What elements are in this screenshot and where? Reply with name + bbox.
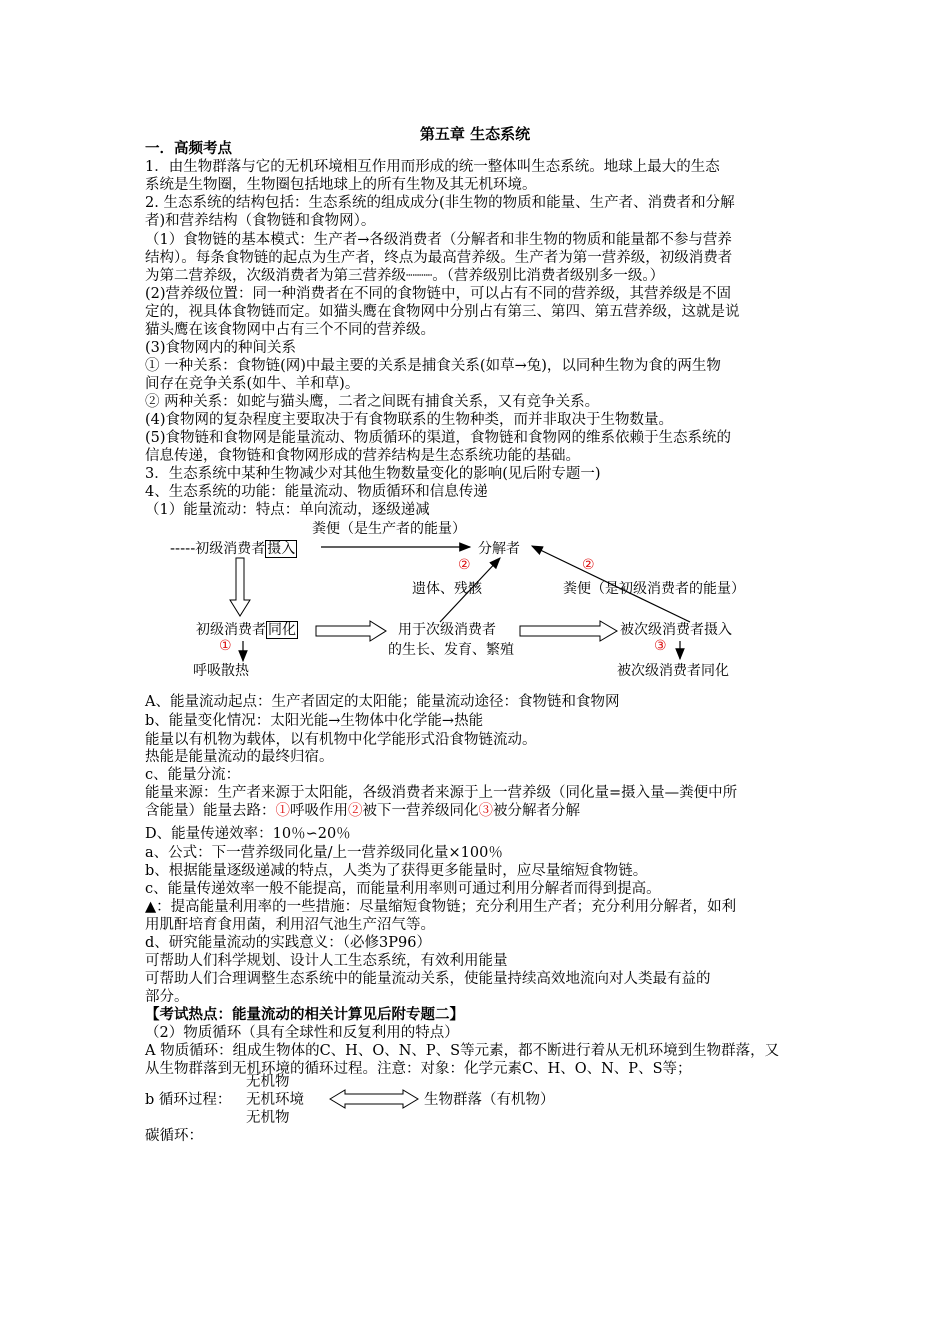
diagram-respiration: 呼吸散热 [193,663,249,679]
text-line: （1）食物链的基本模式：生产者→各级消费者（分解者和非生物的物质和能量都不参与营养 [145,232,732,248]
cycle-bottom: 无机物 [246,1110,290,1126]
energy-sink-label: 含能量）能量去路： [145,803,276,819]
hollow-arrow-down [230,558,250,616]
text-line: (3)食物网内的种间关系 [145,340,297,356]
text-line: c、能量分流： [145,767,241,783]
text-line: （2）物质循环（具有全球性和反复利用的特点） [145,1025,459,1041]
text-line: 猫头鹰在该食物网中占有三个不同的营养级。 [145,322,435,338]
flow-respiration: 呼吸作用 [290,803,348,819]
text-line: 者)和营养结构（食物链和食物网）。 [145,213,376,229]
text-line: 可帮助人们科学规划、设计人工生态系统，有效利用能量 [145,953,508,969]
chapter-title: 第五章 生态系统 [419,125,531,143]
diagram-primary2 [196,619,298,639]
text-line: (5)食物链和食物网是能量流动、物质循环的渠道，食物链和食物网的维系依赖于生态系统的 [145,430,732,446]
text-line: （1）能量流动：特点：单向流动，逐级递减 [145,502,430,518]
text-line: (2)营养级位置：同一种消费者在不同的食物链中，可以占有不同的营养级，其营养级是不固 [145,286,732,302]
diagram-remains: 遗体、残骸 [412,581,482,597]
text-line: ① 一种关系：食物链(网)中最主要的关系是捕食关系(如草→兔)，以同种生物为食的两生物 [145,358,721,374]
text-line: 定的，视具体食物链而定。如猫头鹰在食物网中分别占有第三、第四、第五营养级，这就是说 [145,304,740,320]
text-line: 间存在竞争关系(如牛、羊和草)。 [145,376,360,392]
flow-num3: ③ [478,803,493,819]
text-line: A 物质循环：组成生物体的C、H、O、N、P、S等元素，都不断进行着从无机环境到生物群落，又 [145,1043,780,1059]
diagram-primary2-label: 初级消费者 [196,622,266,638]
cycle-top: 无机物 [246,1074,290,1090]
exam-hotspot: 【考试热点：能量流动的相关计算见后附专题二】 [145,1006,464,1023]
cycle-right: 生物群落（有机物） [424,1092,555,1108]
diagram-secondary-intake: 被次级消费者摄入 [620,622,732,638]
text-line: 用肌酐培育食用菌，利用沼气池生产沼气等。 [145,917,435,933]
text-line: 可帮助人们合理调整生态系统中的能量流动关系，使能量持续高效地流向对人类最有益的 [145,971,711,987]
cycle-label: b 循环过程： [145,1092,232,1108]
diagram-num2-right: ② [582,557,595,573]
diagram-secondary-assim: 被次级消费者同化 [617,663,729,679]
diagram-growth-line2: 的生长、发育、繁殖 [388,642,514,658]
diagram-primary-prefix: -----初级消费者 [170,541,266,557]
diagram-decomposer: 分解者 [478,541,520,557]
text-line: 部分。 [145,989,189,1005]
text-line: a、公式：下一营养级同化量/上一营养级同化量×100％ [145,845,503,861]
text-line: 2. 生态系统的结构包括：生态系统的组成成分(非生物的物质和能量、生产者、消费者和分解 [145,195,735,211]
diagram-feces-primary: 粪便（是初级消费者的能量） [563,581,745,597]
hollow-arrow-right-2 [520,621,617,641]
section-heading: 一．高频考点 [145,140,232,157]
text-line [145,802,580,820]
text-line: 信息传递，食物链和食物网形成的营养结构是生态系统功能的基础。 [145,448,580,464]
carbon-cycle-label: 碳循环： [145,1128,203,1144]
flow-decomposer: 被分解者分解 [493,803,580,819]
text-line: 从生物群落到无机环境的循环过程。注意：对象：化学元素C、H、O、N、P、S等； [145,1061,692,1077]
text-line: b、能量变化情况：太阳光能→生物体中化学能→热能 [145,713,484,729]
diagram-num1: ① [219,638,232,654]
text-line: 为第二营养级，次级消费者为第三营养级┈┈┈。（营养级别比消费者级别多一级。） [145,268,665,284]
flow-next-level: 被下一营养级同化 [362,803,479,819]
cycle-middle: 无机环境 [246,1092,304,1108]
text-line: 1．由生物群落与它的无机环境相互作用而形成的统一整体叫生态系统。地球上最大的生态 [145,159,720,175]
text-line: ▲：提高能量利用率的一些措施：尽量缩短食物链；充分利用生产者；充分利用分解者，如利 [145,899,737,915]
text-line: 能量以有机物为载体，以有机物中化学能形式沿食物链流动。 [145,732,537,748]
cycle-double-arrow [330,1090,418,1108]
hollow-arrow-right-1 [316,621,386,641]
text-line: 能量来源：生产者来源于太阳能，各级消费者来源于上一营养级（同化量=摄入量—粪便中所 [145,785,738,801]
text-line: 系统是生物圈，生物圈包括地球上的所有生物及其无机环境。 [145,177,537,193]
text-line: d、研究能量流动的实践意义：（必修3P96） [145,935,431,951]
text-line: c、能量传递效率一般不能提高，而能量利用率则可通过利用分解者而得到提高。 [145,881,661,897]
text-line: 4、生态系统的功能：能量流动、物质循环和信息传递 [145,484,488,500]
text-line: (4)食物网的复杂程度主要取决于有食物联系的生物种类，而并非取决于生物数量。 [145,412,674,428]
diagram-feces-producer: 粪便（是生产者的能量） [312,521,466,537]
diagram-assimilate-box: 同化 [268,622,296,638]
diagram-num2-left: ② [458,557,471,573]
text-line: b、根据能量逐级递减的特点，人类为了获得更多能量时，应尽量缩短食物链。 [145,863,648,879]
diagram-num3: ③ [654,638,667,654]
diagram-intake-box: 摄入 [267,541,296,557]
text-line: A、能量流动起点：生产者固定的太阳能；能量流动途径：食物链和食物网 [145,694,620,710]
flow-num1: ① [275,803,290,819]
flow-num2: ② [348,803,363,819]
diagram-growth-line1: 用于次级消费者 [398,622,496,638]
text-line: 热能是能量流动的最终归宿。 [145,749,334,765]
text-line: 3．生态系统中某种生物减少对其他生物数量变化的影响(见后附专题一) [145,466,601,482]
text-line: D、能量传递效率：10％∽20％ [145,826,351,842]
diagram-primary-consumer [170,538,297,558]
text-line: ② 两种关系：如蛇与猫头鹰，二者之间既有捕食关系，又有竞争关系。 [145,394,600,410]
text-line: 结构）。每条食物链的起点为生产者，终点为最高营养级。生产者为第一营养级，初级消费者 [145,250,733,266]
